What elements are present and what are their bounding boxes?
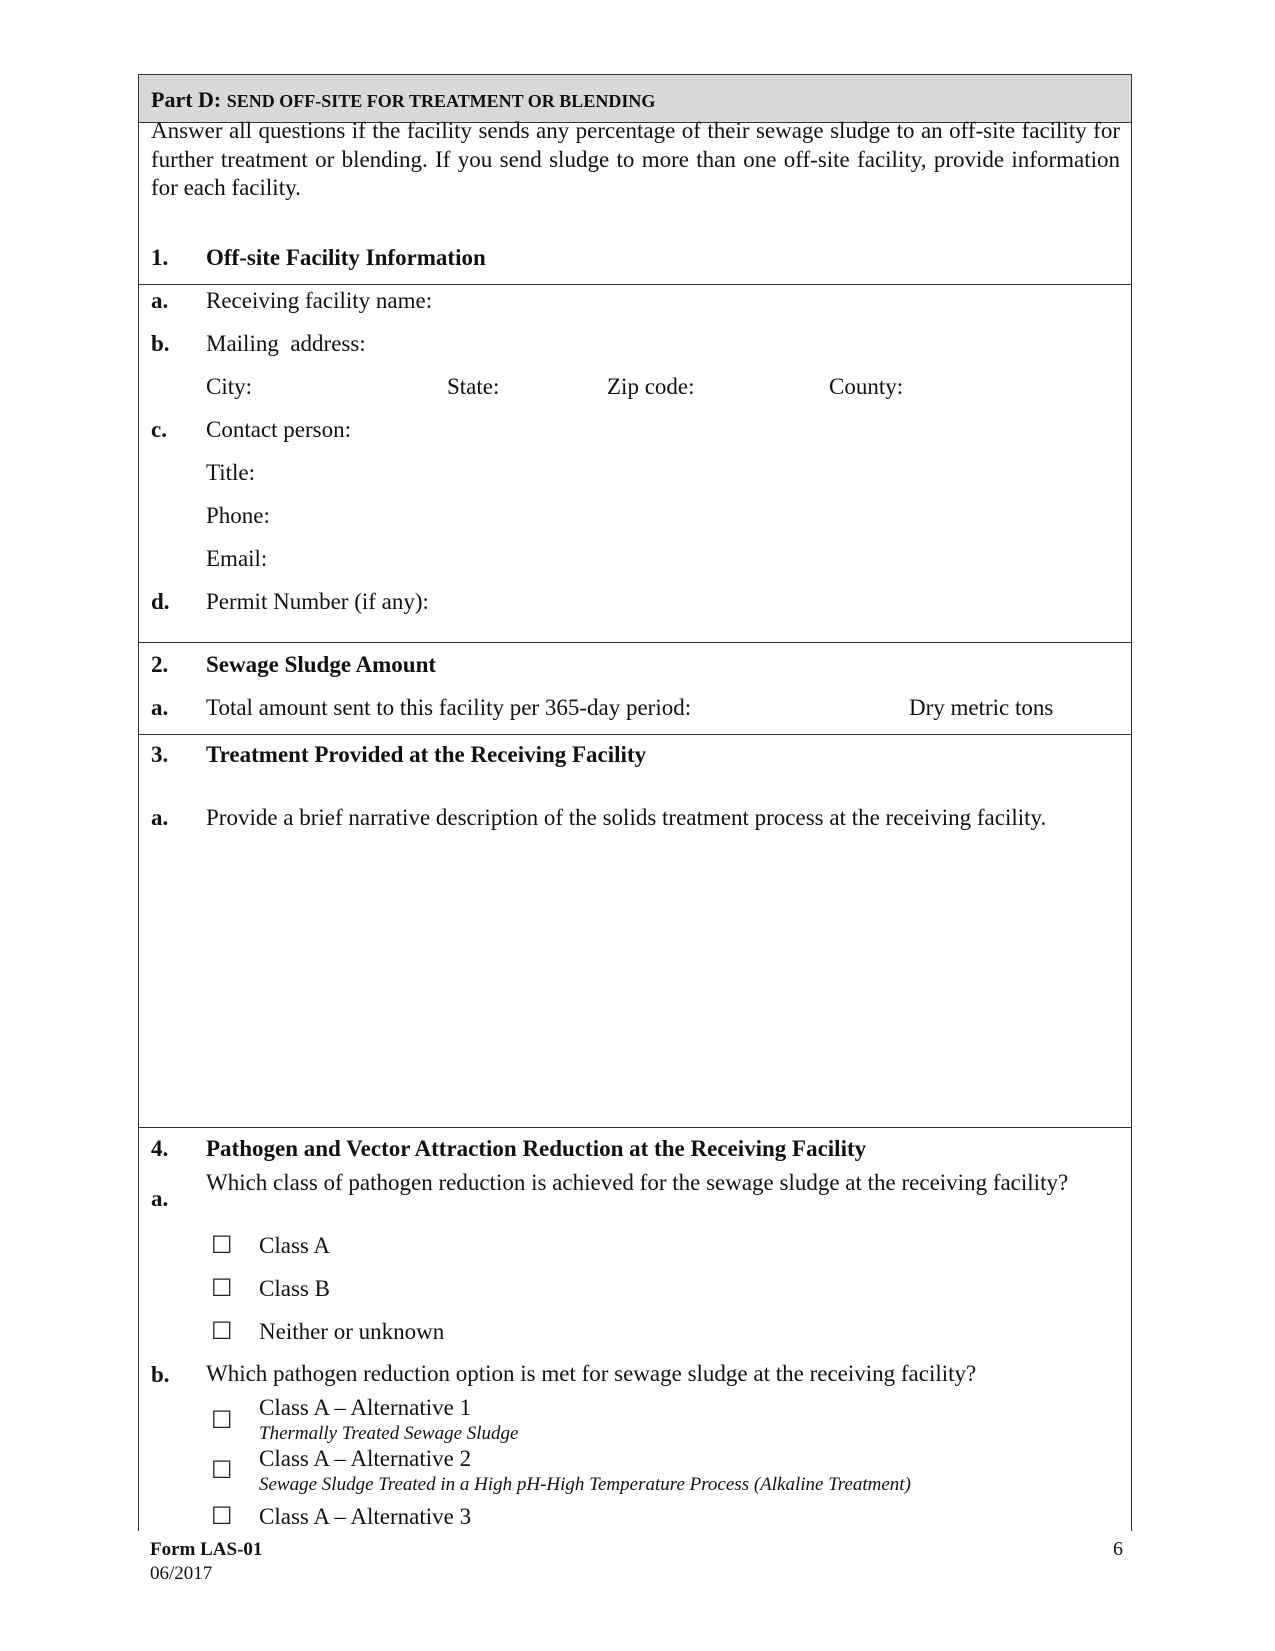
mailing-address-label[interactable]: Mailing address:: [206, 331, 366, 356]
alternative-3-label: Class A – Alternative 3: [259, 1504, 472, 1529]
part-title-text: SEND OFF-SITE FOR TREATMENT OR BLENDING: [226, 91, 656, 111]
item-2a-letter: a.: [151, 695, 169, 720]
item-1d-letter: d.: [151, 589, 170, 614]
city-label[interactable]: City:: [206, 374, 253, 399]
form-number: Form LAS-01: [150, 1539, 263, 1560]
section-3: [139, 735, 1131, 1128]
class-b-option-label: Class B: [259, 1276, 330, 1301]
pathogen-option-question: Which pathogen reduction option is met for sewage sludge at the receiving facility?: [206, 1361, 977, 1386]
dry-metric-tons-unit: Dry metric tons: [909, 695, 1054, 720]
page-number: 6: [1113, 1538, 1123, 1560]
form-date: 06/2017: [150, 1563, 213, 1584]
intro-text: Answer all questions if the facility sends any percentage of their sewage sludge to an off-site facility for further treatment or blending. If you send sludge to more than one off-site facility, provide information for each facility.: [151, 118, 1120, 200]
total-amount-label[interactable]: Total amount sent to this facility per 365-day period:: [206, 695, 692, 720]
treatment-narrative-label[interactable]: Provide a brief narrative description of the solids treatment process at the receiving facility.: [206, 805, 1047, 830]
item-4a-letter: a.: [151, 1186, 169, 1211]
item-3a-letter: a.: [151, 805, 169, 830]
alternative-1-description: Thermally Treated Sewage Sludge: [259, 1423, 519, 1444]
alternative-1-checkbox[interactable]: ☐: [211, 1406, 233, 1434]
receiving-facility-name-label[interactable]: Receiving facility name:: [206, 288, 433, 313]
section-1-title: Off-site Facility Information: [206, 245, 486, 270]
section-4: [139, 1128, 1131, 1532]
section-3-title: Treatment Provided at the Receiving Facility: [206, 742, 647, 767]
phone-label[interactable]: Phone:: [206, 503, 270, 528]
item-1b-letter: b.: [151, 331, 170, 356]
class-b-checkbox[interactable]: ☐: [211, 1274, 233, 1302]
pathogen-class-question: Which class of pathogen reduction is achieved for the sewage sludge at the receiving facility?: [206, 1170, 1069, 1195]
neither-unknown-checkbox[interactable]: ☐: [211, 1317, 233, 1345]
section-1-number: 1.: [151, 245, 169, 270]
county-label[interactable]: County:: [829, 374, 904, 399]
footer: [150, 1538, 262, 1586]
part-d-header: [139, 75, 1131, 123]
section-4-number: 4.: [151, 1136, 169, 1161]
section-2-title: Sewage Sludge Amount: [206, 652, 437, 677]
permit-number-label[interactable]: Permit Number (if any):: [206, 589, 429, 614]
zip-code-label[interactable]: Zip code:: [607, 374, 695, 399]
item-1c-letter: c.: [151, 417, 167, 442]
alternative-1-label: Class A – Alternative 1: [259, 1395, 472, 1420]
alternative-2-checkbox[interactable]: ☐: [211, 1456, 233, 1484]
state-label[interactable]: State:: [447, 374, 500, 399]
neither-unknown-option-label: Neither or unknown: [259, 1319, 445, 1344]
contact-person-label[interactable]: Contact person:: [206, 417, 351, 442]
email-label[interactable]: Email:: [206, 546, 268, 571]
alternative-2-label: Class A – Alternative 2: [259, 1446, 472, 1471]
class-a-checkbox[interactable]: ☐: [211, 1231, 233, 1259]
part-label: Part D:: [151, 87, 227, 112]
item-1a-letter: a.: [151, 288, 169, 313]
item-4b-letter: b.: [151, 1362, 170, 1387]
form-part-d: [138, 74, 1132, 1531]
section-4-title: Pathogen and Vector Attraction Reduction at the Receiving Facility: [206, 1136, 867, 1161]
section-3-number: 3.: [151, 742, 169, 767]
section-1: [139, 237, 1131, 643]
title-label[interactable]: Title:: [206, 460, 256, 485]
section-2: [139, 643, 1131, 735]
class-a-option-label: Class A: [259, 1233, 330, 1258]
section-2-number: 2.: [151, 652, 169, 677]
alternative-2-description: Sewage Sludge Treated in a High pH-High Temperature Process (Alkaline Treatment): [259, 1474, 911, 1495]
part-d-title: [151, 87, 655, 113]
alternative-3-checkbox[interactable]: ☐: [211, 1502, 233, 1530]
